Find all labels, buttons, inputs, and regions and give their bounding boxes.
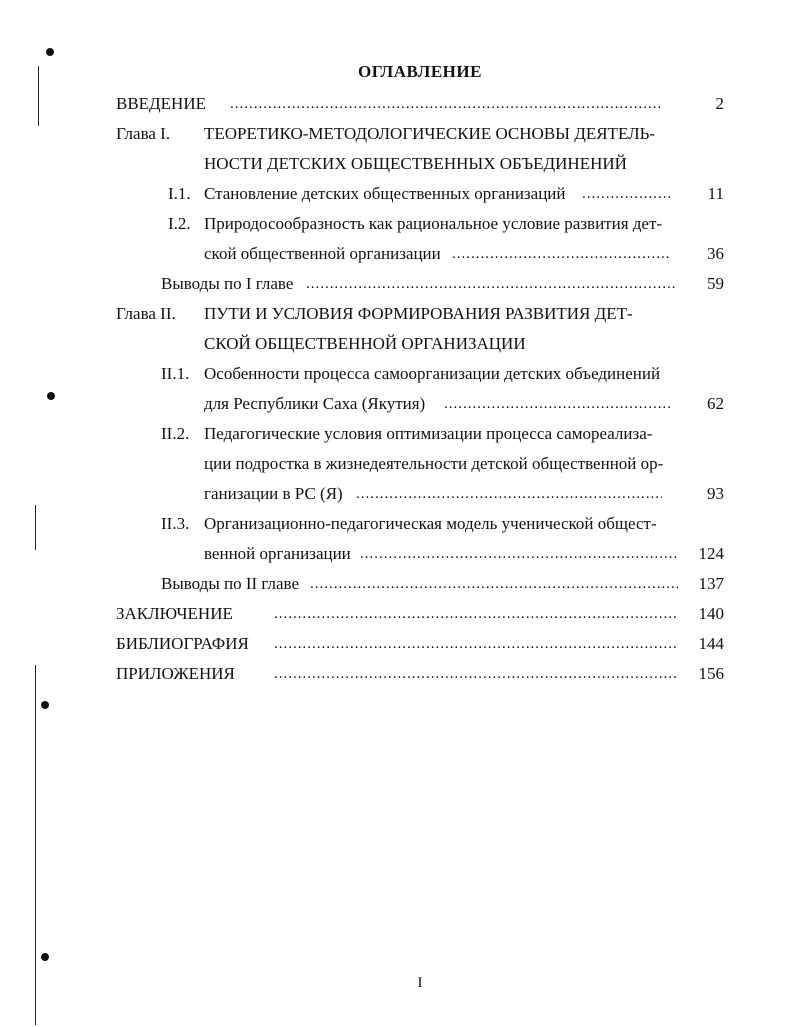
section-page: 93 (707, 484, 724, 503)
section-title-line: для Республики Саха (Якутия) (204, 394, 426, 413)
toc-bibliography-page: 144 (698, 634, 724, 653)
section-title-line: ской общественной организации (204, 244, 441, 263)
toc-intro-page: 2 (715, 94, 724, 113)
margin-dot (47, 392, 55, 400)
section-number: II.2. (161, 424, 190, 443)
section-page: 62 (707, 394, 724, 413)
leader-dots (452, 243, 670, 265)
section-title-line: ганизации в РС (Я) (204, 484, 343, 503)
leader-dots (306, 273, 676, 295)
section-title-line: Особенности процесса самоорганизации детских объединений (204, 364, 661, 383)
section-title-line: Природосообразность как рациональное условие развития дет- (204, 214, 663, 233)
margin-dot (41, 953, 49, 961)
toc-closing-page: 140 (698, 604, 724, 623)
margin-line (35, 665, 36, 1025)
margin-dot (46, 48, 54, 56)
chapter1-title-line1: ТЕОРЕТИКО-МЕТОДОЛОГИЧЕСКИЕ ОСНОВЫ ДЕЯТЕЛЬ- (204, 124, 656, 143)
leader-dots (360, 543, 678, 565)
section-page: 124 (698, 544, 724, 563)
leader-dots (356, 483, 662, 505)
leader-dots (274, 603, 678, 625)
chapter-conclusion-label: Выводы по II главе (161, 574, 300, 593)
leader-dots (230, 93, 660, 115)
chapter-conclusion-label: Выводы по I главе (161, 274, 294, 293)
section-page: 11 (707, 184, 724, 203)
page-number-footer: I (417, 975, 423, 991)
toc-title: ОГЛАВЛЕНИЕ (358, 62, 482, 81)
section-title-line: Становление детских общественных организаций (204, 184, 566, 203)
toc-intro-label: ВВЕДЕНИЕ (116, 94, 206, 113)
chapter1-title-line2: НОСТИ ДЕТСКИХ ОБЩЕСТВЕННЫХ ОБЪЕДИНЕНИЙ (204, 154, 627, 173)
leader-dots (274, 663, 678, 685)
chapter2-label: Глава II. (116, 304, 176, 323)
toc-appendices-label: ПРИЛОЖЕНИЯ (116, 664, 235, 683)
chapter-conclusion-page: 59 (707, 274, 724, 293)
section-number: I.2. (168, 214, 191, 233)
section-title-line: Организационно-педагогическая модель ученической общест- (204, 514, 657, 533)
toc-appendices-page: 156 (698, 664, 724, 683)
leader-dots (310, 573, 678, 595)
leader-dots (582, 183, 672, 205)
section-number: II.3. (161, 514, 190, 533)
section-title-line: венной организации (204, 544, 351, 563)
section-title-line: Педагогические условия оптимизации процесса самореализа- (204, 424, 653, 443)
leader-dots (274, 633, 678, 655)
leader-dots (444, 393, 672, 415)
margin-dot (41, 701, 49, 709)
toc-closing-label: ЗАКЛЮЧЕНИЕ (116, 604, 233, 623)
chapter2-title-line2: СКОЙ ОБЩЕСТВЕННОЙ ОРГАНИЗАЦИИ (204, 334, 526, 353)
section-number: I.1. (168, 184, 191, 203)
section-page: 36 (707, 244, 724, 263)
margin-line (35, 505, 36, 550)
section-title-line: ции подростка в жизнедеятельности детской общественной ор- (204, 454, 664, 473)
toc-bibliography-label: БИБЛИОГРАФИЯ (116, 634, 249, 653)
chapter2-title-line1: ПУТИ И УСЛОВИЯ ФОРМИРОВАНИЯ РАЗВИТИЯ ДЕТ- (204, 304, 633, 323)
section-number: II.1. (161, 364, 190, 383)
chapter1-label: Глава I. (116, 124, 171, 143)
chapter-conclusion-page: 137 (698, 574, 724, 593)
